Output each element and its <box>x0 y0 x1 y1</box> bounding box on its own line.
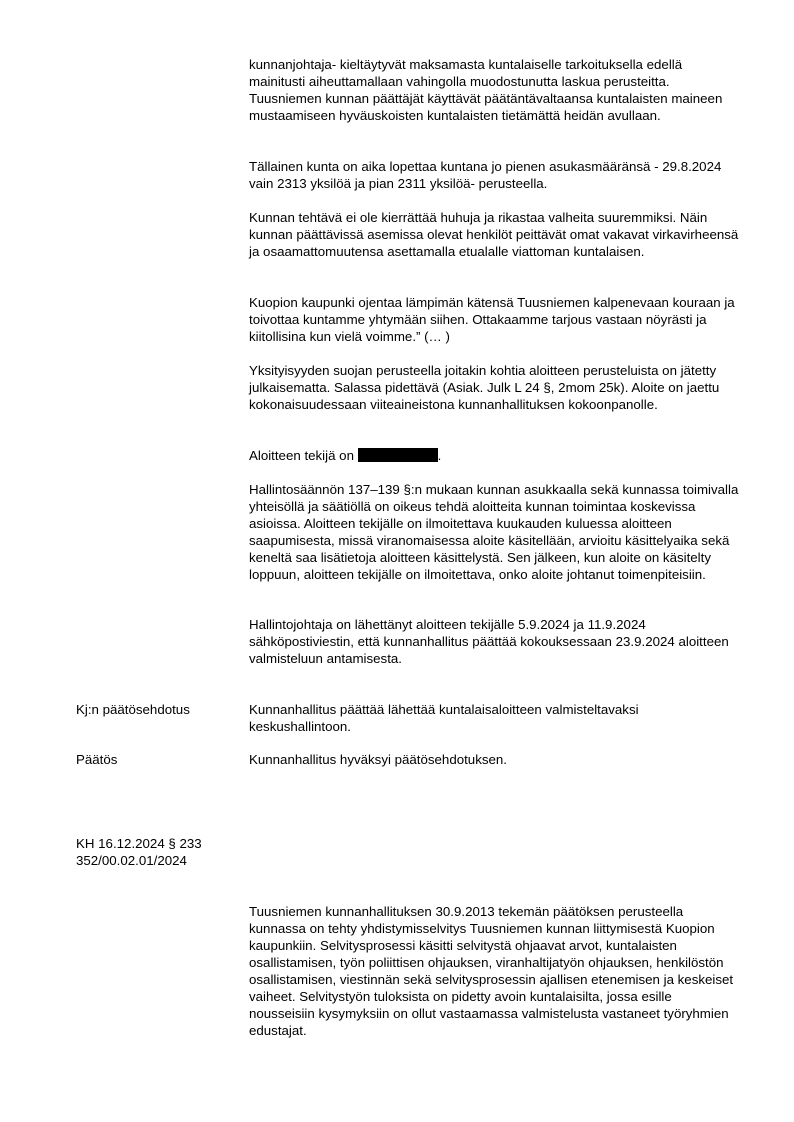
initiator-suffix: . <box>437 448 442 463</box>
initiator-line <box>249 447 739 464</box>
paragraph-privacy: Yksityisyyden suojan perusteella joitakin kohtia aloitteen perusteluista on jätetty julkaisematta. Salassa pidettävä (Asiak. Julk L 24 §, 2mom 25k). Aloite on jaettu kokonaisuudessaan viiteaineistona kunnanhallituksen kokoonpanolle. <box>249 363 720 412</box>
decision-text: Kunnanhallitus hyväksyi päätösehdotuksen. <box>249 752 507 767</box>
meeting-ref-date: KH 16.12.2024 § 233 <box>76 836 202 851</box>
redaction-block <box>358 448 438 462</box>
meeting-reference <box>76 835 246 869</box>
paragraph-population: Tällainen kunta on aika lopettaa kuntana jo pienen asukasmääränsä - 29.8.2024 vain 2313 yksilöä ja pian 2311 yksilöä- perusteella. <box>249 159 722 191</box>
paragraph-rumors: Kunnan tehtävä ei ole kierrättää huhuja ja rikastaa valheita suuremmiksi. Näin kunnan päättävissä asemissa olevat henkilöt peittävät omat vakavat virkavirheensä ja osaamattomuutensa asettamalla etualalle viattoman kuntalaisen. <box>249 210 739 259</box>
paragraph-email-notice: Hallintojohtaja on lähettänyt aloitteen tekijälle 5.9.2024 ja 11.9.2024 sähköpostiviestin, että kunnanhallitus päättää kokouksessaan 23.9.2024 aloitteen valmisteluun antamisesta. <box>249 617 729 666</box>
paragraph-merger-study: Tuusniemen kunnanhallituksen 30.9.2013 tekemän päätöksen perusteella kunnassa on tehty yhdistymisselvitys Tuusniemen kunnan liittymisestä Kuopion kaupunkiin. Selvitysprosessi käsitti selvitystä ohjaavat arvot, kuntalaisten osallistamisen, työn poliittisen ohjauksen, viranhaltijatyön ohjauksen, henkilöstön osallistamisen, viestinnän sekä selvitysprosessin ajallisen etenemisen ja keskeiset vaiheet. Selvitystyön tuloksista on pidetty avoin kuntalaisilta, jossa esille nousseisiin kysymyksiin on ollut vastaamassa valmistelusta vastaneet työryhmien edustajat. <box>249 904 734 1038</box>
paragraph-kuopio: Kuopion kaupunki ojentaa lämpimän kätensä Tuusniemen kalpenevaan kouraan ja toivottaa kuntamme yhtymään siihen. Ottakaamme tarjous vastaan nöyrästi ja kiitollisina kun vielä voimme.” (… ) <box>249 295 735 344</box>
paragraph-refusal: kunnanjohtaja- kieltäytyvät maksamasta kuntalaiselle tarkoituksella edellä mainitusti aiheuttamallaan vahingolla muodostunutta laskua perusteitta. Tuusniemen kunnan päättäjät käyttävät päätäntävaltaansa kuntalaisten maineen mustaamiseen hyväuskoisten kuntalaisten tietämättä heidän avullaan. <box>249 57 723 123</box>
proposal-text: Kunnanhallitus päättää lähettää kuntalaisaloitteen valmisteltavaksi keskushallintoon. <box>249 702 639 734</box>
meeting-ref-diary-number: 352/00.02.01/2024 <box>76 853 187 868</box>
proposal-label: Kj:n päätösehdotus <box>76 702 190 717</box>
paragraph-administrative-rules: Hallintosäännön 137–139 §:n mukaan kunnan asukkaalla sekä kunnassa toimivalla yhteisöllä ja säätiöllä on oikeus tehdä aloitteita kunnan toimintaa koskevissa asioissa. Aloitteen tekijälle on ilmoitettava kuukauden kuluessa aloitteen saapumisesta, missä viranomaisessa aloite käsitellään, arvioitu käsittelyaika sekä keneltä saa lisätietoja aloitteen käsittelystä. Sen jälkeen, kun aloite on käsitelty loppuun, aloitteen tekijälle on ilmoitettava, onko aloite johtanut toimenpiteisiin. <box>249 482 739 582</box>
decision-label: Päätös <box>76 752 118 767</box>
initiator-prefix: Aloitteen tekijä on <box>249 448 354 463</box>
